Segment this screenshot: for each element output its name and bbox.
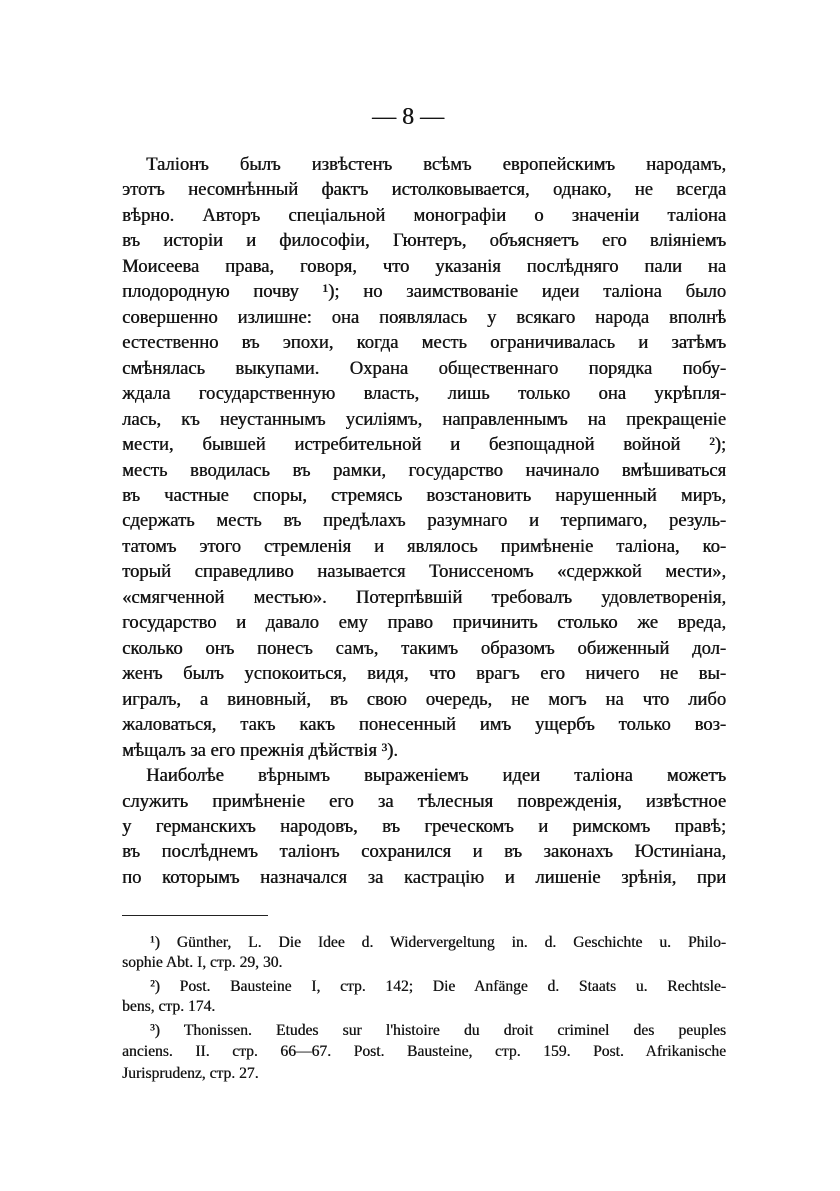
body-text-line: въ исторіи и философіи, Гюнтеръ, объясняетъ его вліяніемъ: [122, 230, 726, 252]
footnote-line: bens, стр. 174.: [122, 998, 216, 1015]
body-text-line: сдержать месть въ предѣлахъ разумнаго и терпимаго, резуль-: [122, 510, 726, 532]
body-text-line: мѣщалъ за его прежнія дѣйствія ³).: [122, 739, 398, 761]
body-text-line: служить примѣненіе его за тѣлесныя поврежденія, извѣстное: [122, 790, 726, 812]
body-text-line: женъ былъ успокоиться, видя, что врагъ его ничего не вы-: [122, 663, 726, 685]
body-text-line: торый справедливо называется Тониссеномъ «сдержкой мести»,: [122, 561, 726, 583]
footnote-divider: [122, 915, 268, 916]
body-text-line: Моисеева права, говоря, что указанія послѣдняго пали на: [122, 255, 726, 277]
body-text-line: совершенно излишне: она появлялась у всякаго народа вполнѣ: [122, 306, 726, 328]
body-text-line: ждала государственную власть, лишь только она укрѣпля-: [122, 383, 726, 405]
footnote-line: ²) Post. Bausteine I, стр. 142; Die Anfänge d. Staats u. Rechtsle-: [150, 978, 726, 995]
body-text-line: жаловаться, такъ какъ понесенный имъ ущербъ только воз-: [122, 714, 726, 736]
body-text-line: у германскихъ народовъ, въ греческомъ и римскомъ правѣ;: [122, 815, 726, 837]
body-text-line: сколько онъ понесъ самъ, такимъ образомъ обиженный дол-: [122, 637, 726, 659]
body-text-line: смѣнялась выкупами. Охрана общественнаго порядка побу-: [122, 357, 726, 379]
body-text-line: по которымъ назначался за кастрацію и лишеніе зрѣнія, при: [122, 866, 726, 888]
footnote-line: Jurisprudenz, стр. 27.: [122, 1065, 259, 1082]
body-text-line: въ частные споры, стремясь возстановить нарушенный миръ,: [122, 484, 726, 506]
footnote-line: sophie Abt. I, стр. 29, 30.: [122, 954, 283, 971]
body-text-line: Таліонъ былъ извѣстенъ всѣмъ европейскимъ народамъ,: [146, 154, 726, 175]
footnote-line: ¹) Günther, L. Die Idee d. Widervergeltung in. d. Geschichte u. Philo-: [150, 934, 726, 951]
body-text-line: въ послѣднемъ таліонъ сохранился и въ законахъ Юстиніана,: [122, 841, 726, 863]
body-text-line: естественно въ эпохи, когда месть ограничивалась и затѣмъ: [122, 332, 726, 354]
body-text-line: татомъ этого стремленія и являлось примѣненіе таліона, ко-: [122, 535, 726, 557]
body-text-line: вѣрно. Авторъ спеціальной монографіи о значеніи таліона: [122, 204, 726, 226]
page-number: — 8 —: [372, 104, 444, 130]
body-text-line: месть вводилась въ рамки, государство начинало вмѣшиваться: [122, 459, 726, 481]
body-text-line: государство и давало ему право причинить столько же вреда,: [122, 612, 726, 634]
body-text-line: лась, къ неустаннымъ усиліямъ, направленнымъ на прекращеніе: [122, 408, 726, 430]
footnote-line: anciens. II. стр. 66—67. Post. Bausteine, стр. 159. Post. Afrikanische: [122, 1043, 726, 1060]
body-text-line: игралъ, а виновный, въ свою очередь, не могъ на что либо: [122, 688, 726, 710]
body-text-line: плодородную почву ¹); но заимствованіе идеи таліона было: [122, 281, 726, 303]
body-text-line: мести, бывшей истребительной и безпощадной войной ²);: [122, 434, 726, 456]
body-text-line: этотъ несомнѣнный фактъ истолковывается, однако, не всегда: [122, 179, 726, 201]
footnote-line: ³) Thonissen. Etudes sur l'histoire du droit criminel des peuples: [150, 1022, 726, 1039]
body-text-line: Наиболѣе вѣрнымъ выраженіемъ идеи таліона можетъ: [146, 765, 726, 787]
body-text-line: «смягченной местью». Потерпѣвшій требовалъ удовлетворенія,: [122, 586, 726, 608]
